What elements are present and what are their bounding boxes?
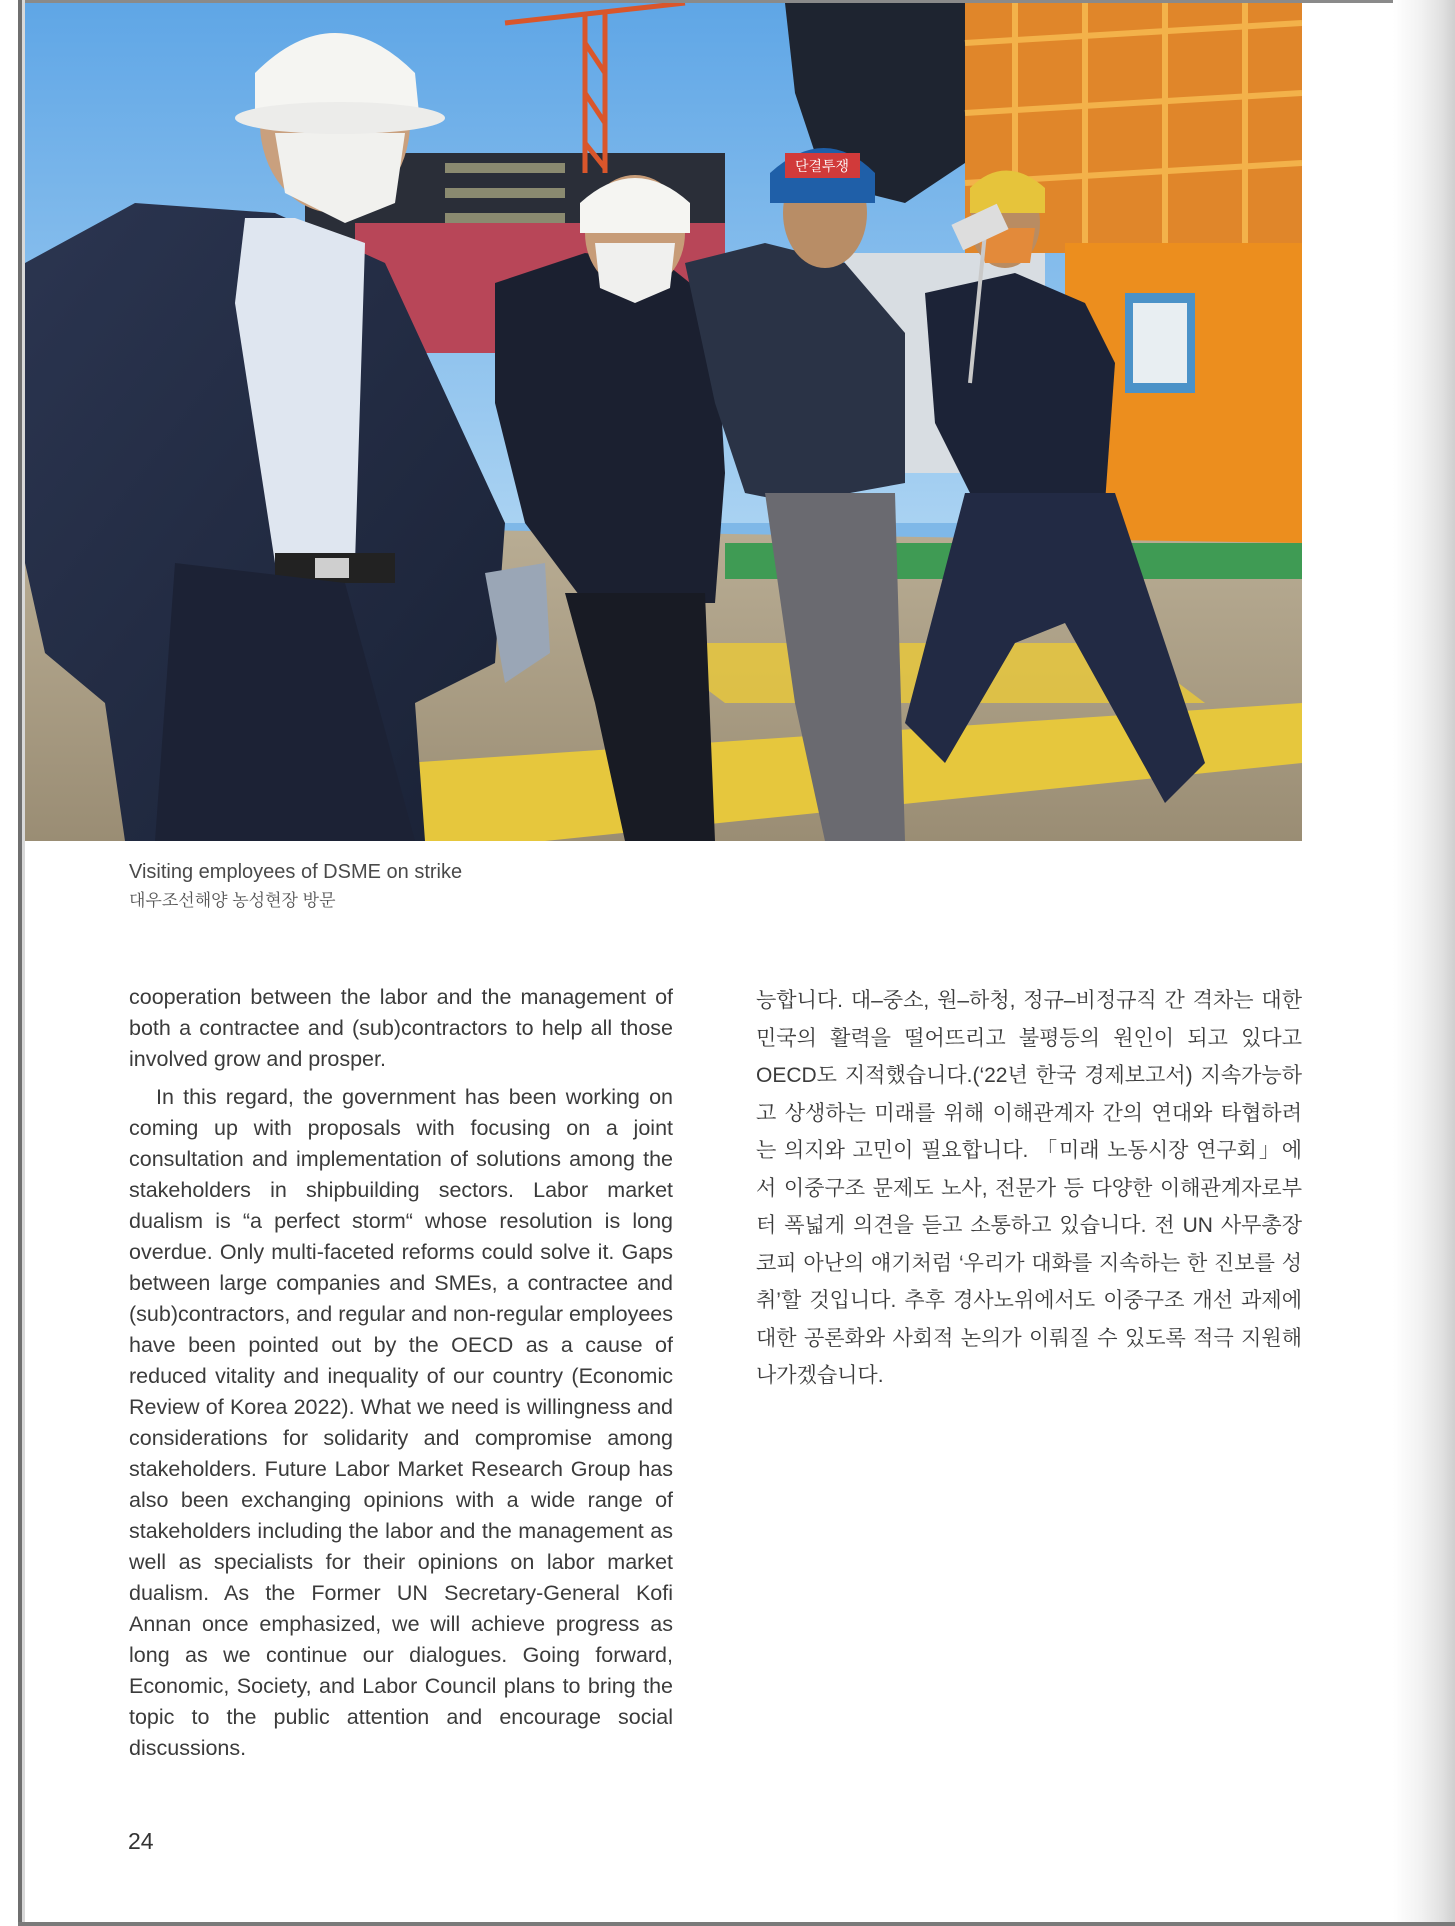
page-right-shadow [1393, 0, 1455, 1926]
caption-english: Visiting employees of DSME on strike [129, 861, 463, 883]
helmet-headband-text: 단결투쟁 [794, 159, 850, 175]
left-paragraph-main: In this regard, the government has been working on coming up with proposals with focusing on a joint consultation and implementation of solutions among the stakeholders in shipbuilding sectors. Labor market dualism is “a perfect storm“ whose resolution is long overdue. Only multi-faceted reforms could solve it. Gaps between large companies and SMEs, a contractee and (sub)contractors, and regular and non-regular employees have been pointed out by the OECD as a cause of reduced vitality and inequality of our country (Economic Review of Korea 2022). What we need is willingness and considerations for solidarity and compromise among stakeholders. Future Labor Market Research Group has also been exchanging opinions with a wide range of stakeholders including the labor and the management as well as specialists for their opinions on labor market dualism. As the Former UN Secretary-General Kofi Annan once emphasized, we will achieve progress as long as we continue our dialogues. Going forward, Economic, Society, and Labor Council plans to bring the topic to the public attention and encourage social discussions. [129, 1085, 673, 1760]
left-column [129, 982, 673, 1764]
caption-korean: 대우조선해양 농성현장 방문 [129, 891, 336, 910]
left-paragraph-continued: cooperation between the labor and the management of both a contractee and (sub)contractors to help all those involved grow and prosper. [129, 985, 673, 1071]
page-bottom-edge [18, 1922, 1455, 1926]
right-column [756, 982, 1302, 1395]
strike-site-photo [25, 3, 1302, 841]
page-number: 24 [128, 1828, 154, 1854]
right-paragraph-korean: 능합니다. 대–중소, 원–하청, 정규–비정규직 간 격차는 대한민국의 활력을 떨어뜨리고 불평등의 원인이 되고 있다고 OECD도 지적했습니다.(‘22년 한국 경제보고서) 지속가능하고 상생하는 미래를 위해 이해관계자 간의 연대와 타협하려는 의지와 고민이 필요합니다. 「미래 노동시장 연구회」에서 이중구조 문제도 노사, 전문가 등 다양한 이해관계자로부터 폭넓게 의견을 듣고 소통하고 있습니다. 전 UN 사무총장 코피 아난의 얘기처럼 ‘우리가 대화를 지속하는 한 진보를 성취’할 것입니다. 추후 경사노위에서도 이중구조 개선 과제에 대한 공론화와 사회적 논의가 이뤄질 수 있도록 적극 지원해 나가겠습니다. [756, 989, 1302, 1387]
photo-caption [129, 858, 929, 916]
